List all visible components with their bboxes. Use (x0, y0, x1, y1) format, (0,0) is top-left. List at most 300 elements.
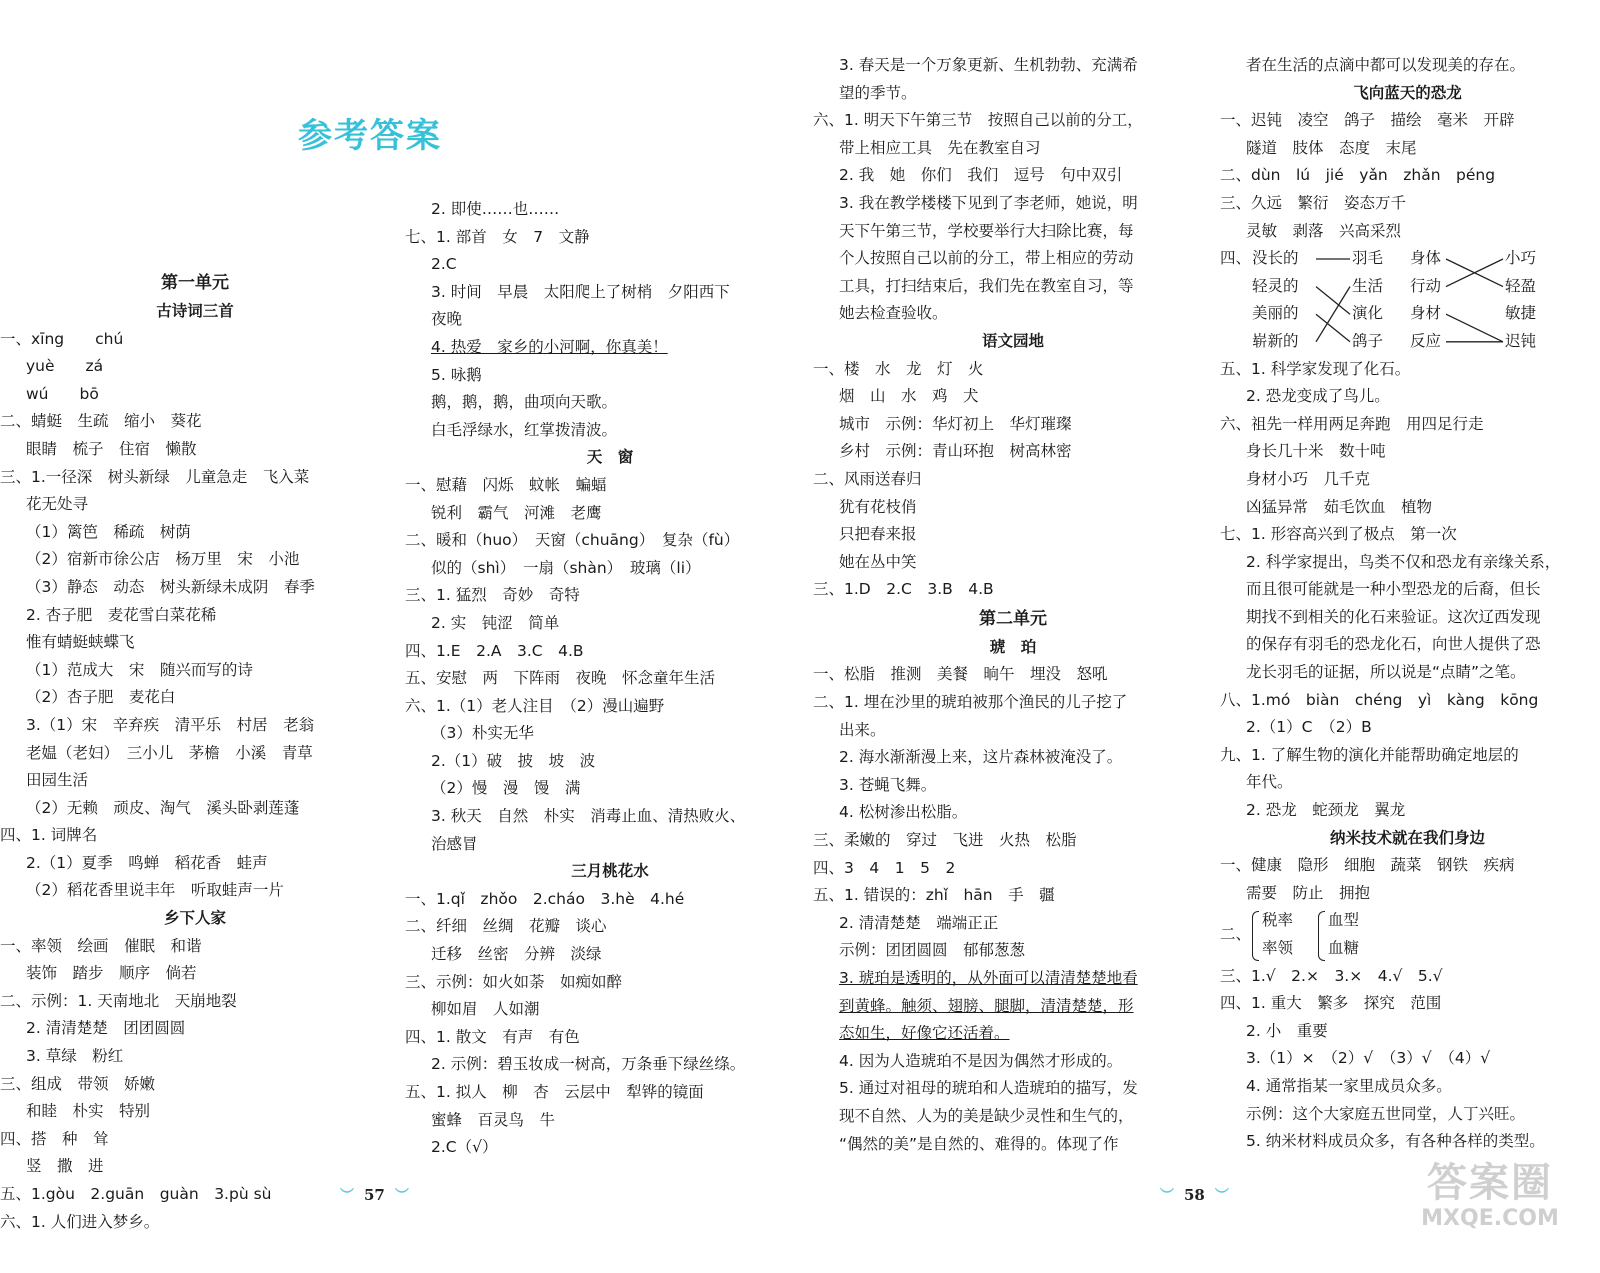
answer-line (1220, 880, 1595, 908)
answer-text: （2）慢 漫 馒 满 (431, 779, 581, 798)
answer-line (0, 546, 390, 574)
answer-text: 4. 通常指某一家里成员众多。 (1246, 1076, 1452, 1095)
answer-line (813, 466, 1213, 494)
answer-line (813, 356, 1213, 384)
answer-text: （3）朴实无华 (431, 724, 534, 743)
brace-item: 税率 (1262, 911, 1294, 930)
answer-text: 3.（1）宋 辛弃疾 清平乐 村居 老翁 (26, 715, 315, 734)
answer-line (813, 744, 1213, 772)
match-line (1316, 287, 1350, 342)
answer-text: 迁移 丝密 分辨 淡绿 (431, 945, 602, 964)
answer-line (813, 411, 1213, 439)
answer-text: 望的季节。 (839, 83, 917, 102)
answer-text: 六、祖先一样用两足奔跑 用四足行走 (1220, 414, 1484, 433)
answer-text: 白毛浮绿水，红掌拨清波。 (431, 420, 618, 439)
answer-line (813, 135, 1213, 163)
answer-text: 二、风雨送春归 (813, 469, 922, 488)
answer-line (405, 1107, 815, 1135)
answer-line (813, 882, 1213, 910)
answer-line (405, 665, 815, 693)
answer-line (813, 521, 1213, 549)
watermark-logo (1395, 1160, 1585, 1232)
answer-line (813, 965, 1213, 993)
answer-line (813, 1020, 1213, 1048)
answer-line (813, 107, 1213, 135)
answer-text: 3. 时间 早晨 太阳爬上了树梢 夕阳西下 (431, 282, 730, 301)
answer-text: 现不自然、人为的美是缺少灵性和生气的， (839, 1106, 1134, 1125)
answer-line (405, 279, 815, 307)
answer-text: 三、久远 繁衍 姿态万千 (1220, 193, 1407, 212)
answer-line (405, 803, 815, 831)
answer-line (0, 1209, 390, 1237)
matching-item: 美丽的 (1252, 304, 1299, 323)
answer-text: 七、1. 部首 女 7 文静 (405, 227, 590, 246)
matching-exercise (1220, 245, 1595, 355)
answer-text: 柳如眉 人如潮 (431, 1000, 540, 1019)
answer-line (0, 712, 390, 740)
answer-text: 夜晚 (431, 310, 463, 329)
answer-text: 一、健康 隐形 细胞 蔬菜 钢铁 疾病 (1220, 856, 1515, 875)
answer-text: 四、1. 散文 有声 有色 (405, 1027, 580, 1046)
answer-line (813, 855, 1213, 883)
answer-line (405, 417, 815, 445)
answer-line (1220, 714, 1595, 742)
answer-line (405, 638, 815, 666)
answer-text: 一、松脂 推测 美餐 晌午 埋没 怒吼 (813, 665, 1108, 684)
matching-item: 迟钝 (1505, 331, 1537, 350)
answer-line (0, 491, 390, 519)
answer-line (1220, 769, 1595, 797)
answer-text: 2.C (431, 255, 457, 274)
answer-line (813, 52, 1213, 80)
answer-line (813, 494, 1213, 522)
answer-text: yuè zá (26, 357, 104, 376)
answer-line (813, 80, 1213, 108)
answer-text: 二、暖和（huo） 天窗（chuāng） 复杂（fù） (405, 531, 740, 550)
answer-line (405, 1024, 815, 1052)
answer-line (405, 251, 815, 279)
answer-text: 似的（shì） 一扇（shàn） 玻璃（li） (431, 558, 701, 577)
answer-text: 三、1.一径深 树头新绿 儿童急走 飞入菜 (0, 467, 310, 486)
answer-text: 2. 我 她 你们 我们 逗号 句中双引 (839, 166, 1123, 185)
answer-line (0, 767, 390, 795)
answer-line (0, 602, 390, 630)
answer-text: 四、1. 词牌名 (0, 826, 98, 845)
matching-item: 轻盈 (1505, 276, 1537, 295)
answer-text: 隧道 肢体 态度 末尾 (1246, 138, 1417, 157)
answer-line (405, 306, 815, 334)
answer-text: 城市 示例：华灯初上 华灯璀璨 (839, 414, 1072, 433)
answer-line (405, 969, 815, 997)
brace-item: 二、 (1220, 925, 1252, 944)
answer-line (0, 657, 390, 685)
answer-line (1220, 549, 1595, 577)
answer-text: 五、1.gòu 2.guān guàn 3.pù sù (0, 1185, 272, 1203)
answer-text: （2）杏子肥 麦花白 (26, 688, 176, 707)
answer-text: 工具，打扫结束后，我们先在教室自习，等 (839, 276, 1134, 295)
answer-text: 一、1.qǐ zhǒo 2.cháo 3.hè 4.hé (405, 889, 685, 908)
answer-line (0, 850, 390, 878)
answer-line (1220, 135, 1595, 163)
answer-text: 三、1.√ 2.× 3.× 4.√ 5.√ (1220, 966, 1443, 985)
page-title: 参考答案 (298, 116, 442, 156)
answer-line (405, 720, 815, 748)
answer-line (813, 576, 1213, 604)
answer-text: （1）范成大 宋 随兴而写的诗 (26, 660, 253, 679)
matching-item: 羽毛 (1352, 249, 1384, 268)
answer-text: 态如生，好像它还活着。 (839, 1024, 1010, 1043)
answer-text: 2.（1）破 披 坡 波 (431, 751, 596, 770)
answer-line (813, 1048, 1213, 1076)
page-number-left-text: 57 (364, 1186, 385, 1204)
answer-line (813, 772, 1213, 800)
answer-line (0, 1015, 390, 1043)
answer-text: 2.（1）夏季 鸣蝉 稻花香 蛙声 (26, 853, 268, 872)
answer-line (405, 996, 815, 1024)
answer-line (0, 988, 390, 1016)
answer-line (1220, 1073, 1595, 1101)
answer-line (1220, 356, 1595, 384)
answer-text: 只把春来报 (839, 525, 917, 544)
answer-line (0, 822, 390, 850)
answer-text: 的保存有羽毛的恐龙化石，向世人提供了恐 (1246, 635, 1541, 654)
answer-text: 五、安慰 两 下阵雨 夜晚 怀念童年生活 (405, 669, 716, 688)
page-number-right-text: 58 (1184, 1186, 1205, 1204)
answer-line (1220, 1018, 1595, 1046)
answer-text: （2）无赖 顽皮、淘气 溪头卧剥莲蓬 (26, 798, 300, 817)
answer-line (813, 1075, 1213, 1103)
answer-line (1220, 1101, 1595, 1129)
answer-text: 一、慰藉 闪烁 蚊帐 蝙蝠 (405, 475, 607, 494)
matching-item: 没长的 (1252, 249, 1299, 268)
answer-line (1220, 438, 1595, 466)
answer-text: 六、1.（1）老人注目 （2）漫山遍野 (405, 696, 665, 715)
answer-text: 老媪（老妇） 三小儿 茅檐 小溪 青草 (26, 743, 313, 762)
answer-line (813, 218, 1213, 246)
answer-text: 4. 松树渗出松脂。 (839, 803, 968, 822)
answer-text: 二、纤细 丝绸 花瓣 谈心 (405, 917, 607, 936)
answer-line (813, 661, 1213, 689)
matching-prefix: 四、 (1220, 249, 1252, 268)
lesson-heading: 乡下人家 (163, 909, 226, 928)
answer-text: 身长几十米 数十吨 (1246, 442, 1386, 461)
answer-text: （1）篱笆 稀疏 树荫 (26, 522, 191, 541)
answer-line (1220, 190, 1595, 218)
answer-line (1220, 631, 1595, 659)
answer-text: 三、1. 猛烈 奇妙 奇特 (405, 586, 580, 605)
answer-line (813, 1103, 1213, 1131)
answer-text: 个人按照自己以前的分工，带上相应的劳动 (839, 249, 1134, 268)
answer-line (1220, 852, 1595, 880)
match-line (1316, 314, 1350, 342)
answer-line (1220, 1128, 1595, 1156)
answer-line (405, 775, 815, 803)
answer-line (1220, 1045, 1595, 1073)
answer-line (813, 993, 1213, 1021)
answer-text: 2. 清清楚楚 端端正正 (839, 913, 999, 932)
answer-text: 3.（1）× （2）√ （3）√ （4）√ (1246, 1049, 1491, 1068)
answer-line (405, 582, 815, 610)
answer-line (405, 693, 815, 721)
answer-text: 灵敏 剥落 兴高采烈 (1246, 221, 1402, 240)
answer-text: 三、柔嫩的 穿过 飞进 火热 松脂 (813, 831, 1077, 850)
lesson-heading: 琥 珀 (989, 637, 1037, 656)
answer-text: 出来。 (839, 720, 886, 739)
watermark-line2: MXQE.COM (1421, 1206, 1559, 1231)
answer-text: 带上相应工具 先在教室自习 (839, 138, 1041, 157)
answer-line (813, 689, 1213, 717)
answer-text: 乡村 示例：青山环抱 树高林密 (839, 442, 1072, 461)
answer-line (1220, 687, 1595, 715)
answer-line (0, 353, 390, 381)
answer-text: 四、3 4 1 5 2 (813, 858, 956, 877)
answer-text: 凶猛异常 茹毛饮血 植物 (1246, 497, 1433, 516)
answer-line (405, 1134, 815, 1162)
answer-text: （2）稻花香里说丰年 听取蛙声一片 (26, 881, 284, 900)
answer-text: 2. 清清楚楚 团团圆圆 (26, 1019, 186, 1038)
answer-text: 一、xīng chú (0, 329, 124, 348)
answer-text: 三、组成 带领 娇嫩 (0, 1074, 156, 1093)
lesson-heading: 飞向蓝天的恐龙 (1353, 83, 1462, 102)
matching-lines (1220, 245, 1595, 356)
answer-line (0, 574, 390, 602)
answer-text: 一、迟钝 凌空 鸽子 描绘 毫米 开辟 (1220, 111, 1515, 130)
answer-line (405, 610, 815, 638)
answer-line (0, 795, 390, 823)
answer-line (405, 886, 815, 914)
answer-text: 龙长羽毛的证据，所以说是“点睛”之笔。 (1246, 663, 1526, 682)
answer-text: 示例：团团圆圆 郁郁葱葱 (839, 941, 1026, 960)
answer-text: 身材小巧 几千克 (1246, 469, 1371, 488)
answer-text: 五、1. 科学家发现了化石。 (1220, 359, 1411, 378)
answer-text: 5. 纳米材料成员众多，有各种各样的类型。 (1246, 1132, 1545, 1151)
answer-text: wú bō (26, 384, 99, 403)
answer-line (1220, 659, 1595, 687)
brace-item: 血糖 (1328, 939, 1360, 958)
brace-item: 血型 (1328, 911, 1360, 930)
answer-text: 二、蜻蜓 生疏 缩小 葵花 (0, 412, 202, 431)
answer-line (405, 196, 815, 224)
answer-text: 蜜蜂 百灵鸟 牛 (431, 1110, 556, 1129)
answer-line (0, 629, 390, 657)
answer-line (0, 933, 390, 961)
column-1 (0, 268, 390, 1236)
answer-text: 者在生活的点滴中都可以发现美的存在。 (1246, 56, 1526, 74)
answer-text: 八、1.mó biàn chéng yì kàng kōng (1220, 690, 1539, 709)
answer-line (0, 684, 390, 712)
answer-line (1220, 797, 1595, 825)
answer-text: 锐利 霸气 河滩 老鹰 (431, 503, 602, 522)
answer-text: 2. 即使……也…… (431, 200, 560, 218)
answer-line (405, 362, 815, 390)
answer-line (0, 1153, 390, 1181)
brace-bracket (1252, 911, 1259, 961)
answer-line (0, 960, 390, 988)
answer-text: 她在丛中笑 (839, 552, 917, 571)
answer-text: 5. 咏鹅 (431, 365, 482, 384)
answer-text: 示例：这个大家庭五世同堂，人丁兴旺。 (1246, 1104, 1526, 1123)
matching-item: 崭新的 (1252, 331, 1299, 350)
matching-item: 轻灵的 (1252, 276, 1299, 295)
answer-line (813, 1131, 1213, 1159)
answer-line (405, 1079, 815, 1107)
matching-item: 行动 (1410, 276, 1442, 295)
answer-text: 四、1. 重大 繁多 探究 范围 (1220, 994, 1442, 1013)
answer-line (1220, 576, 1595, 604)
answer-line (1220, 494, 1595, 522)
answer-text: 2. 恐龙变成了鸟儿。 (1246, 387, 1390, 406)
answer-line (813, 383, 1213, 411)
answer-text: 六、1. 明天下午第三节 按照自己以前的分工， (813, 111, 1143, 130)
answer-text: 犹有花枝俏 (839, 497, 917, 516)
column-4 (1220, 52, 1595, 1156)
unit-heading: 第一单元 (161, 273, 229, 293)
answer-line (813, 190, 1213, 218)
answer-line (1220, 411, 1595, 439)
answer-text: 眼睛 梳子 住宿 懒散 (26, 439, 197, 458)
answer-text: 竖 撒 进 (26, 1157, 104, 1176)
answer-text: 天下午第三节，学校要举行大扫除比赛，每 (839, 221, 1134, 240)
answer-line (1220, 52, 1595, 80)
answer-text: 2. 实 钝涩 简单 (431, 613, 560, 632)
answer-text: “偶然的美”是自然的、难得的。体现了作 (839, 1134, 1119, 1153)
answer-text: 需要 防止 拥抱 (1246, 883, 1371, 902)
column-2 (405, 196, 815, 1162)
lesson-heading: 纳米技术就在我们身边 (1329, 828, 1485, 847)
answer-text: 2.C（√） (431, 1138, 498, 1157)
answer-line (1220, 466, 1595, 494)
answer-text: 3. 我在教学楼楼下见到了李老师，她说，明 (839, 193, 1138, 212)
answer-text: 2. 示例：碧玉妆成一树高，万条垂下绿丝绦。 (431, 1055, 746, 1074)
answer-line (1220, 521, 1595, 549)
answer-line (405, 1051, 815, 1079)
answer-text: 治感冒 (431, 834, 478, 853)
answer-text: 3. 草绿 粉红 (26, 1047, 124, 1066)
answer-line (0, 1071, 390, 1099)
answer-line (405, 913, 815, 941)
answer-line (0, 464, 390, 492)
answer-text: 烟 山 水 鸡 犬 (839, 387, 979, 406)
answer-text: 四、搭 种 耸 (0, 1129, 109, 1148)
matching-item: 敏捷 (1505, 304, 1537, 323)
unit-heading: 第二单元 (979, 608, 1047, 629)
answer-line (0, 381, 390, 409)
brace-exercise (1220, 907, 1595, 962)
answer-line (0, 326, 390, 354)
answer-text: 3. 秋天 自然 朴实 消毒止血、清热败火、 (431, 807, 746, 826)
answer-line (813, 799, 1213, 827)
answer-text: 装饰 踏步 顺序 倘若 (26, 964, 197, 983)
answer-line (0, 1043, 390, 1071)
answer-text: 4. 因为人造琥珀不是因为偶然才形成的。 (839, 1051, 1123, 1070)
answer-line (405, 500, 815, 528)
answer-line (405, 748, 815, 776)
answer-text: 3. 苍蝇飞舞。 (839, 775, 937, 794)
answer-text: 五、1. 拟人 柳 杏 云层中 犁铧的镜面 (405, 1083, 704, 1101)
answer-line (813, 910, 1213, 938)
answer-line (813, 549, 1213, 577)
answer-text: 一、率领 绘画 催眠 和谐 (0, 936, 202, 955)
answer-text: 和睦 朴实 特别 (26, 1102, 151, 1121)
answer-line (0, 1126, 390, 1154)
answer-text: （3）静态 动态 树头新绿未成阴 春季 (26, 577, 315, 596)
answer-line (405, 334, 815, 362)
watermark-line1: 答案圈 (1427, 1160, 1553, 1206)
answer-text: 一、楼 水 龙 灯 火 (813, 359, 984, 378)
answer-text: 田园生活 (26, 771, 89, 790)
answer-line (1220, 963, 1595, 991)
answer-line (1220, 162, 1595, 190)
answer-text: 3. 琥珀是透明的，从外面可以清清楚楚地看 (839, 969, 1138, 987)
match-line (1446, 314, 1503, 342)
answer-line (405, 527, 815, 555)
match-line (1316, 287, 1350, 315)
lesson-heading: 语文园地 (981, 331, 1044, 350)
answer-line (405, 941, 815, 969)
brace-item: 率领 (1262, 939, 1294, 958)
answer-line (405, 472, 815, 500)
answer-text: 2. 小 重要 (1246, 1021, 1328, 1040)
answer-text: 4. 热爱 家乡的小河啊，你真美！ (431, 337, 668, 356)
answer-line (405, 831, 815, 859)
answer-text: 到黄蜂。触须、翅膀、腿脚，清清楚楚，形 (839, 996, 1134, 1015)
page-number-right: ︶ 58 ︶ (1160, 1186, 1229, 1204)
answer-line (405, 224, 815, 252)
matching-item: 身材 (1410, 304, 1442, 323)
answer-text: 九、1. 了解生物的演化并能帮助确定地层的 (1220, 745, 1519, 764)
answer-text: 期找不到相关的化石来验证。这次辽西发现 (1246, 607, 1541, 626)
answer-text: 七、1. 形容高兴到了极点 第一次 (1220, 525, 1457, 544)
answer-text: 2. 科学家提出，鸟类不仅和恐龙有亲缘关系， (1246, 552, 1561, 571)
answer-text: 四、1.E 2.A 3.C 4.B (405, 641, 584, 660)
answer-text: （2）宿新市徐公店 杨万里 宋 小池 (26, 550, 300, 569)
answer-text: 而且很可能就是一种小型恐龙的后裔，但长 (1246, 580, 1541, 599)
answer-text: 2. 海水渐渐漫上来，这片森林被淹没了。 (839, 748, 1123, 767)
answer-line (1220, 742, 1595, 770)
answer-line (0, 436, 390, 464)
answer-line (813, 273, 1213, 301)
lesson-heading: 古诗词三首 (156, 302, 234, 320)
answer-line (813, 162, 1213, 190)
answer-text: 花无处寻 (26, 495, 89, 514)
answer-line (0, 740, 390, 768)
answer-text: 三、1.D 2.C 3.B 4.B (813, 580, 994, 599)
answer-line (1220, 218, 1595, 246)
answer-text: 她去检查验收。 (839, 304, 948, 323)
column-3 (813, 52, 1213, 1158)
answer-text: 二、dùn lú jié yǎn zhǎn péng (1220, 166, 1496, 185)
answer-text: 2. 恐龙 蛇颈龙 翼龙 (1246, 801, 1406, 820)
matching-item: 小巧 (1505, 249, 1537, 268)
answer-text: 三、示例：如火如荼 如痴如醉 (405, 972, 623, 991)
answer-line (0, 408, 390, 436)
matching-item: 演化 (1352, 304, 1384, 323)
answer-line (0, 1098, 390, 1126)
page-number-left: ︶ 57 ︶ (340, 1186, 409, 1204)
answer-line (0, 877, 390, 905)
answer-text: 六、1. 人们进入梦乡。 (0, 1212, 160, 1231)
answer-line (0, 519, 390, 547)
answer-line (1220, 604, 1595, 632)
answer-line (813, 438, 1213, 466)
answer-line (405, 555, 815, 583)
answer-text: 3. 春天是一个万象更新、生机勃勃、充满希 (839, 56, 1138, 74)
matching-item: 身体 (1410, 249, 1442, 268)
brace-bracket (1318, 911, 1325, 961)
lesson-heading: 天 窗 (586, 448, 634, 467)
matching-item: 鸽子 (1352, 331, 1384, 350)
answer-text: 2. 杏子肥 麦花雪白菜花稀 (26, 605, 217, 624)
